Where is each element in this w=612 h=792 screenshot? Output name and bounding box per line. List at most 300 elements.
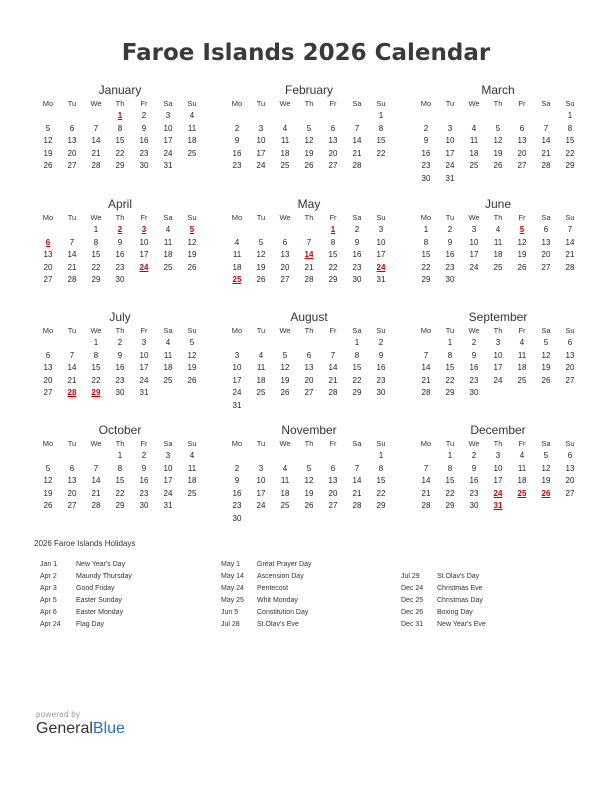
day-cell: 1: [378, 111, 384, 121]
holiday-item: [401, 595, 486, 607]
day-cell: 13: [280, 250, 290, 260]
page-title: Faroe Islands 2026 Calendar: [121, 40, 491, 66]
day-cell: 7: [69, 350, 75, 360]
day-cell: 23: [376, 375, 386, 385]
weekday-label: Sa: [352, 325, 362, 335]
weekday-label: Fr: [140, 98, 148, 108]
day-cell: 18: [469, 148, 479, 158]
day-cell: 16: [469, 476, 479, 486]
day-cell: 15: [445, 363, 455, 373]
week-row: [36, 122, 204, 135]
week-row: [225, 122, 393, 135]
day-cell: 9: [354, 237, 360, 247]
day-cell: 31: [376, 275, 386, 285]
day-cell: 5: [45, 123, 51, 133]
day-cell: 18: [187, 136, 197, 146]
day-cell: 23: [469, 375, 479, 385]
weekday-label: Th: [304, 212, 314, 222]
day-cell: 23: [232, 161, 242, 171]
weekday-label: Tu: [67, 438, 77, 448]
holiday-name: New Year's Eve: [437, 621, 486, 628]
day-cell: 10: [376, 237, 386, 247]
month-august: [225, 310, 393, 412]
day-cell: 24: [445, 161, 455, 171]
day-cell: 12: [280, 363, 290, 373]
weekday-header: [36, 97, 204, 110]
weekday-label: Sa: [163, 212, 173, 222]
day-cell: 5: [543, 338, 549, 348]
day-cell: 18: [493, 250, 503, 260]
weekday-label: Th: [493, 98, 503, 108]
day-cell: 11: [280, 476, 290, 486]
weekday-label: Mo: [231, 212, 243, 222]
month-march: [414, 83, 582, 185]
day-cell: 19: [541, 476, 551, 486]
weekday-label: Mo: [42, 212, 54, 222]
week-row: [225, 399, 393, 412]
day-cell: 14: [541, 136, 551, 146]
week-row: [414, 172, 582, 185]
weekday-label: Su: [376, 438, 386, 448]
day-cell: 20: [328, 488, 338, 498]
week-row: [36, 374, 204, 387]
day-cell: 6: [69, 463, 75, 473]
day-cell: 21: [67, 262, 77, 272]
day-cell: 23: [352, 262, 362, 272]
day-cell: 23: [232, 501, 242, 511]
day-cell: 17: [139, 363, 149, 373]
weekday-label: We: [90, 438, 102, 448]
weekday-label: Fr: [329, 98, 337, 108]
day-cell: 29: [421, 275, 431, 285]
holiday-day: 5: [519, 225, 525, 235]
day-cell: 17: [445, 148, 455, 158]
weekday-label: Su: [187, 438, 197, 448]
day-cell: 3: [471, 225, 477, 235]
weekday-label: Fr: [518, 212, 526, 222]
day-cell: 22: [445, 488, 455, 498]
day-cell: 29: [328, 275, 338, 285]
day-cell: 26: [493, 161, 503, 171]
day-cell: 15: [115, 476, 125, 486]
day-cell: 30: [352, 275, 362, 285]
holiday-name: Good Friday: [76, 585, 115, 592]
day-cell: 28: [352, 161, 362, 171]
weekday-label: Mo: [231, 98, 243, 108]
day-cell: 12: [43, 136, 53, 146]
day-cell: 4: [189, 111, 195, 121]
weekday-label: Mo: [42, 98, 54, 108]
day-cell: 30: [421, 173, 431, 183]
holiday-name: Easter Sunday: [76, 597, 122, 604]
week-row: [36, 475, 204, 488]
holiday-date: Apr 2: [40, 573, 57, 580]
weekday-label: Sa: [541, 212, 551, 222]
day-cell: 14: [67, 363, 77, 373]
day-cell: 14: [91, 476, 101, 486]
week-row: [36, 387, 204, 400]
day-cell: 16: [421, 148, 431, 158]
week-row: [36, 362, 204, 375]
day-cell: 4: [519, 338, 525, 348]
holiday-date: Apr 24: [40, 621, 61, 628]
day-cell: 11: [232, 250, 242, 260]
day-cell: 25: [163, 262, 173, 272]
holiday-date: May 25: [221, 597, 244, 604]
holiday-name: Constitution Day: [257, 609, 309, 616]
holiday-date: Jul 28: [221, 621, 240, 628]
week-row: [414, 475, 582, 488]
day-cell: 1: [354, 338, 360, 348]
day-cell: 21: [91, 488, 101, 498]
holiday-date: Dec 31: [401, 621, 424, 628]
day-cell: 28: [421, 501, 431, 511]
holiday-day: 14: [304, 250, 314, 260]
day-cell: 15: [376, 136, 386, 146]
day-cell: 2: [117, 338, 123, 348]
day-cell: 25: [256, 388, 266, 398]
holiday-item: [221, 619, 311, 631]
day-cell: 22: [565, 148, 575, 158]
weekday-label: Th: [304, 325, 314, 335]
day-cell: 9: [141, 123, 147, 133]
month-name: April: [107, 197, 132, 211]
weekday-label: Mo: [231, 325, 243, 335]
day-cell: 3: [234, 350, 240, 360]
day-cell: 30: [115, 275, 125, 285]
day-cell: 19: [493, 148, 503, 158]
day-cell: 7: [354, 463, 360, 473]
week-row: [414, 349, 582, 362]
day-cell: 22: [421, 262, 431, 272]
week-row: [225, 387, 393, 400]
day-cell: 21: [67, 375, 77, 385]
day-cell: 17: [469, 250, 479, 260]
holiday-column: [40, 559, 132, 631]
day-cell: 7: [543, 123, 549, 133]
holiday-day: 24: [493, 488, 503, 498]
day-cell: 4: [165, 225, 171, 235]
holiday-day: 1: [330, 225, 336, 235]
weekday-label: Sa: [541, 98, 551, 108]
week-row: [36, 500, 204, 513]
day-cell: 2: [354, 225, 360, 235]
day-cell: 28: [67, 275, 77, 285]
holiday-day: 31: [493, 501, 503, 511]
month-name: January: [98, 83, 142, 97]
weekday-label: Su: [376, 325, 386, 335]
day-cell: 22: [115, 148, 125, 158]
holiday-name: St.Olav's Eve: [257, 621, 299, 628]
week-row: [36, 135, 204, 148]
day-cell: 28: [328, 388, 338, 398]
day-cell: 20: [517, 148, 527, 158]
holiday-day: 6: [45, 237, 51, 247]
day-cell: 4: [165, 338, 171, 348]
day-cell: 19: [280, 375, 290, 385]
day-cell: 6: [519, 123, 525, 133]
day-cell: 30: [139, 501, 149, 511]
day-cell: 16: [232, 148, 242, 158]
day-cell: 23: [469, 488, 479, 498]
weekday-label: We: [279, 438, 291, 448]
holiday-day: 26: [541, 488, 551, 498]
weekday-label: Tu: [67, 212, 77, 222]
day-cell: 9: [378, 350, 384, 360]
day-cell: 13: [43, 363, 53, 373]
day-cell: 2: [141, 451, 147, 461]
weekday-label: Mo: [420, 325, 432, 335]
day-cell: 8: [378, 123, 384, 133]
day-cell: 10: [445, 136, 455, 146]
day-cell: 14: [421, 476, 431, 486]
day-cell: 3: [258, 463, 264, 473]
holiday-date: May 14: [221, 573, 244, 580]
holiday-name: Maundy Thursday: [76, 573, 132, 580]
holiday-name: Christmas Eve: [437, 585, 483, 592]
weekday-header: [225, 324, 393, 337]
day-cell: 4: [519, 451, 525, 461]
day-cell: 24: [469, 262, 479, 272]
weekday-label: Tu: [67, 98, 77, 108]
day-cell: 16: [139, 136, 149, 146]
day-cell: 21: [91, 148, 101, 158]
day-cell: 8: [447, 463, 453, 473]
month-january: [36, 83, 204, 172]
day-cell: 23: [139, 148, 149, 158]
day-cell: 9: [423, 136, 429, 146]
month-december: [414, 423, 582, 512]
day-cell: 15: [376, 476, 386, 486]
holiday-date: May 24: [221, 585, 244, 592]
month-name: May: [297, 197, 321, 211]
day-cell: 20: [328, 148, 338, 158]
day-cell: 2: [141, 111, 147, 121]
day-cell: 11: [256, 363, 266, 373]
day-cell: 20: [565, 476, 575, 486]
weekday-label: Sa: [163, 438, 173, 448]
day-cell: 19: [541, 363, 551, 373]
weekday-label: Fr: [518, 438, 526, 448]
week-row: [414, 487, 582, 500]
day-cell: 14: [328, 363, 338, 373]
day-cell: 19: [304, 148, 314, 158]
holiday-item: [40, 619, 132, 631]
weekday-label: We: [279, 212, 291, 222]
day-cell: 19: [187, 250, 197, 260]
week-row: [414, 261, 582, 274]
day-cell: 25: [187, 148, 197, 158]
week-row: [414, 249, 582, 262]
week-row: [225, 487, 393, 500]
day-cell: 26: [517, 262, 527, 272]
holiday-day: 29: [91, 388, 101, 398]
day-cell: 19: [43, 488, 53, 498]
day-cell: 28: [541, 161, 551, 171]
weekday-label: Tu: [256, 212, 266, 222]
month-may: [225, 197, 393, 286]
day-cell: 12: [43, 476, 53, 486]
day-cell: 21: [304, 262, 314, 272]
day-cell: 6: [69, 123, 75, 133]
day-cell: 31: [163, 161, 173, 171]
weekday-header: [225, 211, 393, 224]
day-cell: 7: [69, 237, 75, 247]
day-cell: 16: [232, 488, 242, 498]
month-name: February: [284, 83, 334, 97]
day-cell: 4: [282, 463, 288, 473]
day-cell: 15: [91, 250, 101, 260]
week-row: [225, 374, 393, 387]
day-cell: 28: [91, 501, 101, 511]
day-cell: 18: [163, 250, 173, 260]
day-cell: 29: [352, 388, 362, 398]
day-cell: 7: [330, 350, 336, 360]
day-cell: 8: [423, 237, 429, 247]
day-cell: 10: [163, 123, 173, 133]
holiday-name: St.Olav's Day: [437, 573, 480, 580]
week-row: [36, 249, 204, 262]
day-cell: 19: [256, 262, 266, 272]
week-row: [36, 274, 204, 287]
day-cell: 10: [139, 237, 149, 247]
day-cell: 22: [376, 488, 386, 498]
day-cell: 26: [541, 375, 551, 385]
day-cell: 8: [93, 350, 99, 360]
day-cell: 26: [187, 262, 197, 272]
day-cell: 6: [567, 338, 573, 348]
day-cell: 22: [352, 375, 362, 385]
week-row: [225, 274, 393, 287]
day-cell: 10: [256, 476, 266, 486]
day-cell: 29: [115, 501, 125, 511]
holiday-name: Boxing Day: [437, 609, 473, 616]
month-name: August: [290, 310, 328, 324]
month-february: [225, 83, 393, 172]
holiday-day: 1: [117, 111, 123, 121]
day-cell: 26: [304, 501, 314, 511]
day-cell: 26: [304, 161, 314, 171]
day-cell: 2: [447, 225, 453, 235]
weekday-label: Th: [304, 438, 314, 448]
holiday-item: [40, 583, 132, 595]
day-cell: 30: [469, 388, 479, 398]
day-cell: 9: [141, 463, 147, 473]
holiday-day: 24: [139, 262, 149, 272]
day-cell: 29: [445, 501, 455, 511]
day-cell: 10: [256, 136, 266, 146]
holiday-date: Apr 5: [40, 597, 57, 604]
day-cell: 5: [306, 463, 312, 473]
day-cell: 25: [280, 501, 290, 511]
day-cell: 18: [256, 375, 266, 385]
day-cell: 19: [304, 488, 314, 498]
day-cell: 4: [258, 350, 264, 360]
holiday-day: 2: [117, 225, 123, 235]
holiday-name: Pentecost: [257, 585, 289, 592]
day-cell: 8: [354, 350, 360, 360]
day-cell: 21: [421, 488, 431, 498]
day-cell: 30: [115, 388, 125, 398]
day-cell: 17: [376, 250, 386, 260]
week-row: [414, 374, 582, 387]
day-cell: 14: [352, 476, 362, 486]
weekday-header: [225, 437, 393, 450]
day-cell: 31: [139, 388, 149, 398]
day-cell: 29: [445, 388, 455, 398]
day-cell: 2: [234, 463, 240, 473]
week-row: [414, 450, 582, 463]
day-cell: 21: [541, 148, 551, 158]
day-cell: 5: [45, 463, 51, 473]
day-cell: 23: [445, 262, 455, 272]
week-row: [414, 160, 582, 173]
holiday-item: [40, 571, 132, 583]
weekday-label: We: [90, 212, 102, 222]
week-row: [225, 450, 393, 463]
holiday-name: New Year's Day: [76, 561, 126, 568]
day-cell: 13: [328, 136, 338, 146]
day-cell: 27: [67, 161, 77, 171]
day-cell: 24: [232, 388, 242, 398]
day-cell: 23: [421, 161, 431, 171]
day-cell: 13: [43, 250, 53, 260]
week-row: [36, 236, 204, 249]
month-name: November: [281, 423, 337, 437]
day-cell: 23: [115, 375, 125, 385]
holiday-name: Easter Monday: [76, 609, 124, 616]
day-cell: 25: [187, 488, 197, 498]
weekday-label: Su: [565, 98, 575, 108]
day-cell: 7: [423, 350, 429, 360]
week-row: [36, 349, 204, 362]
day-cell: 28: [352, 501, 362, 511]
week-row: [225, 249, 393, 262]
day-cell: 16: [376, 363, 386, 373]
day-cell: 11: [517, 350, 527, 360]
day-cell: 9: [117, 237, 123, 247]
day-cell: 2: [423, 123, 429, 133]
weekday-label: Fr: [140, 212, 148, 222]
day-cell: 24: [139, 375, 149, 385]
day-cell: 31: [445, 173, 455, 183]
holiday-item: [401, 607, 486, 619]
week-row: [36, 462, 204, 475]
week-row: [414, 500, 582, 513]
weekday-label: We: [468, 98, 480, 108]
month-name: July: [109, 310, 131, 324]
day-cell: 6: [45, 350, 51, 360]
day-cell: 12: [517, 237, 527, 247]
day-cell: 4: [495, 225, 501, 235]
day-cell: 31: [232, 400, 242, 410]
day-cell: 5: [189, 338, 195, 348]
weekday-label: Tu: [445, 212, 455, 222]
day-cell: 4: [234, 237, 240, 247]
day-cell: 22: [91, 375, 101, 385]
day-cell: 12: [541, 350, 551, 360]
weekday-label: Fr: [329, 212, 337, 222]
weekday-label: We: [468, 212, 480, 222]
day-cell: 15: [352, 363, 362, 373]
weekday-label: We: [90, 98, 102, 108]
week-row: [414, 274, 582, 287]
holiday-day: 25: [517, 488, 527, 498]
brand-general: General: [36, 720, 93, 737]
week-row: [225, 160, 393, 173]
day-cell: 11: [163, 237, 173, 247]
month-november: [225, 423, 393, 525]
